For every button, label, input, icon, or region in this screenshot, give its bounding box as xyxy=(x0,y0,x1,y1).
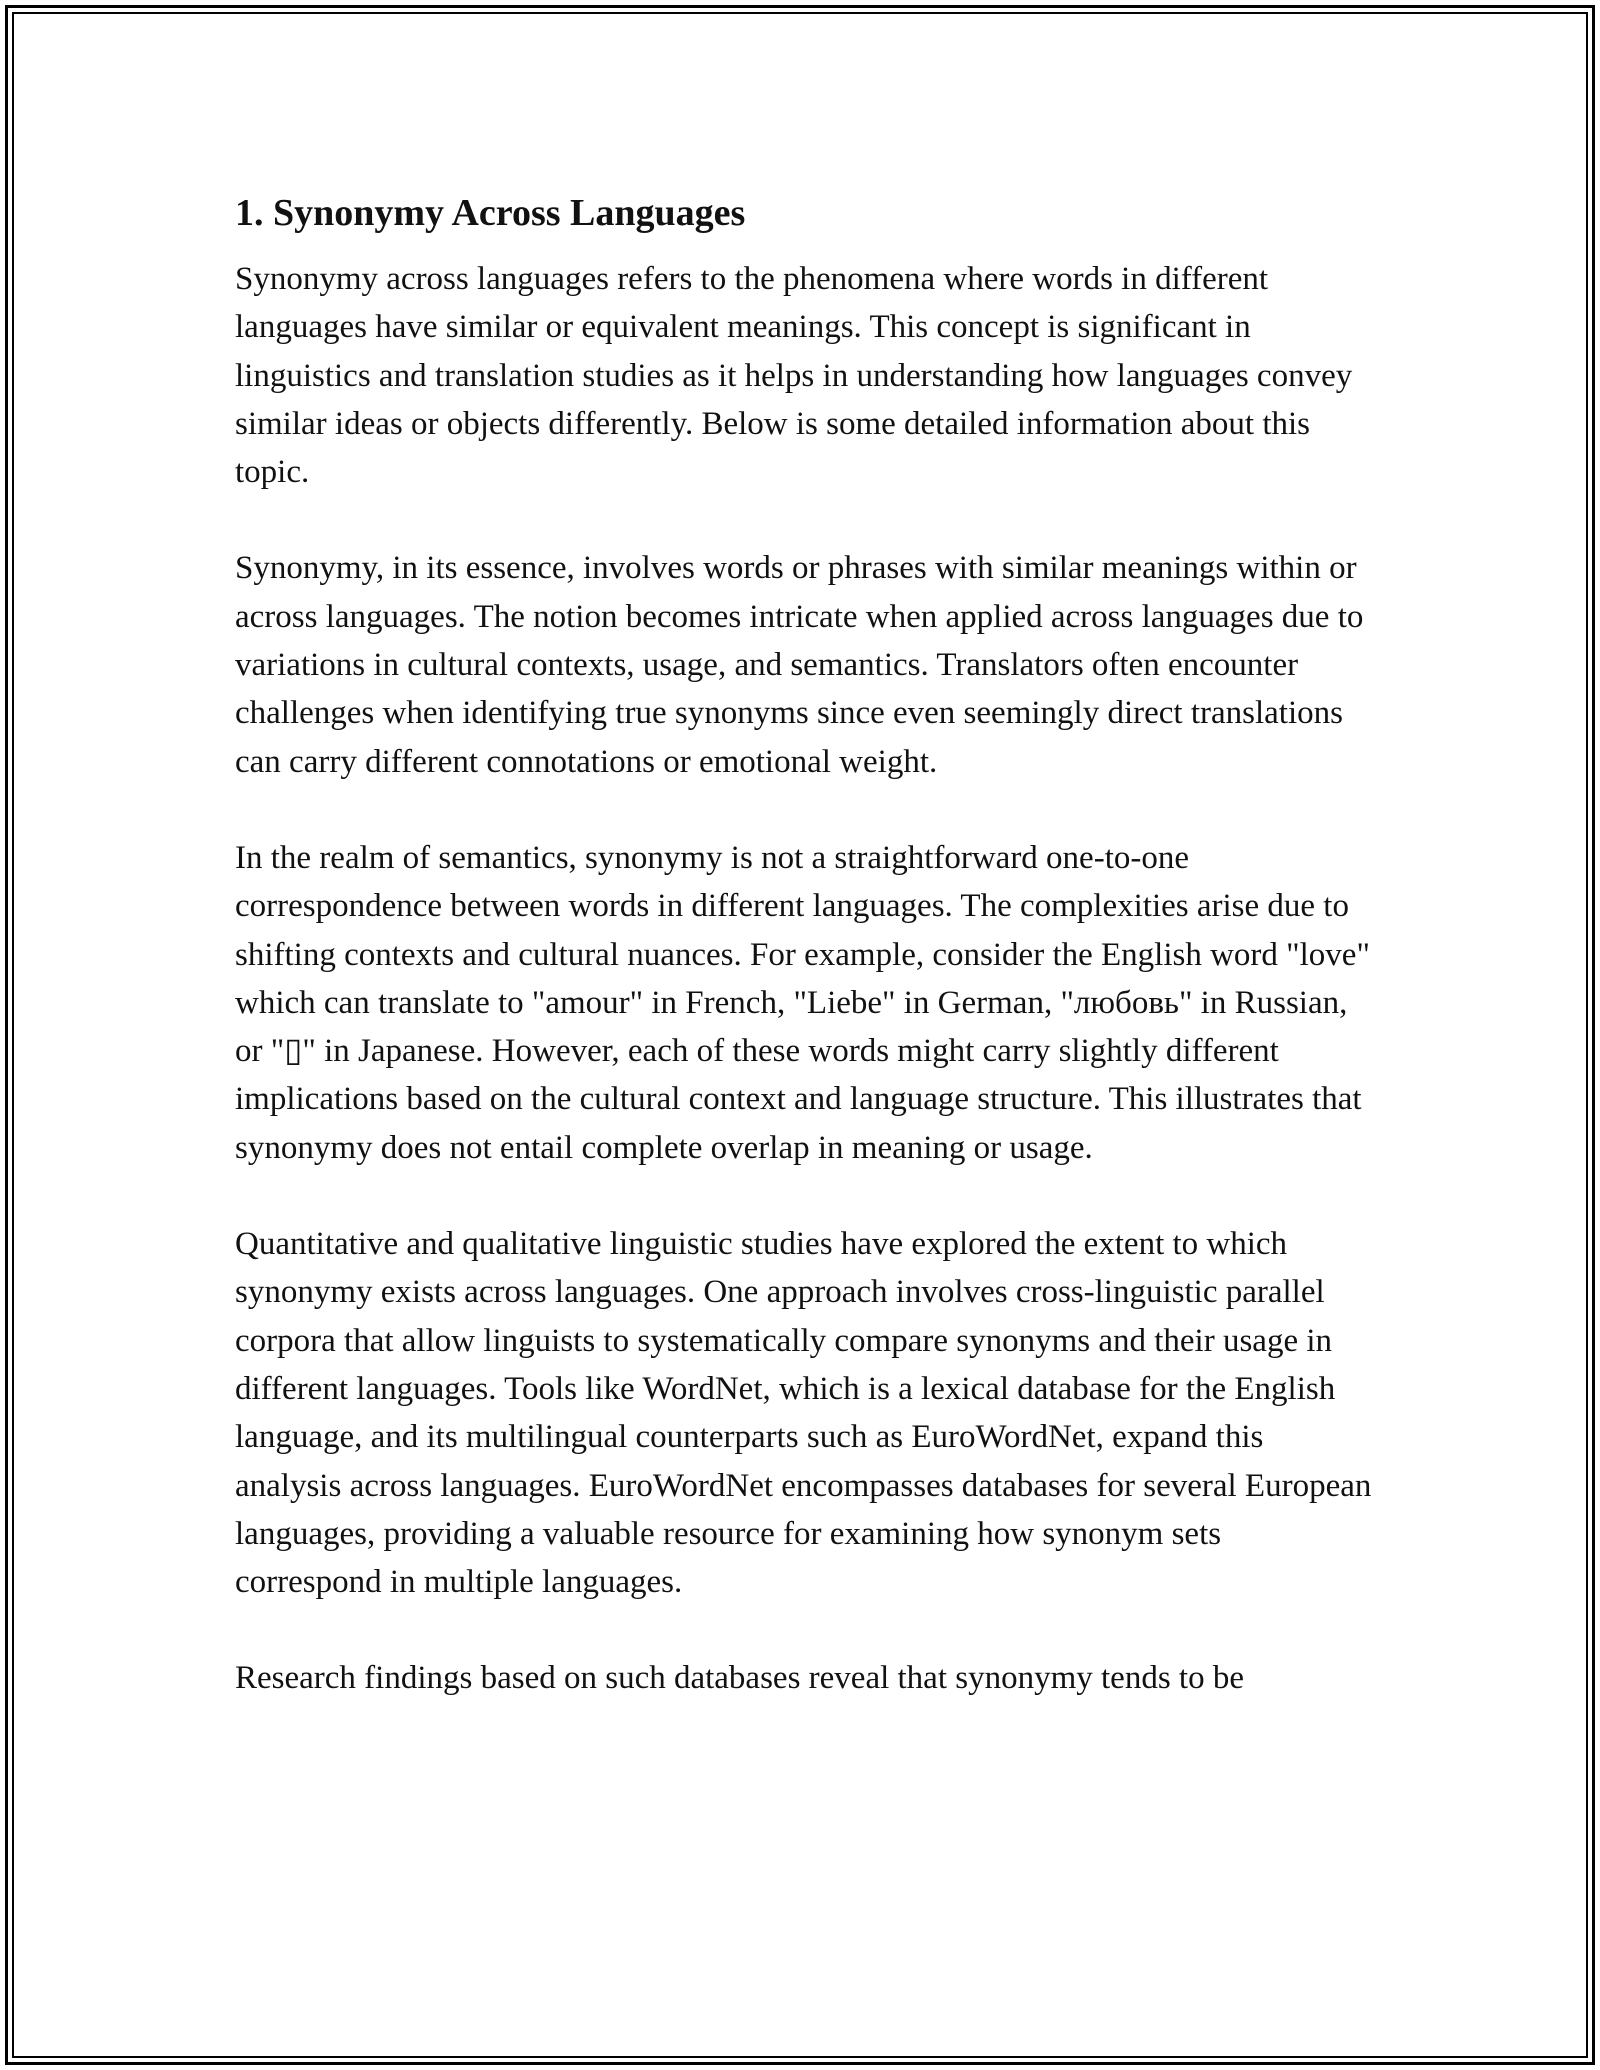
section-heading: 1. Synonymy Across Languages xyxy=(235,192,746,234)
paragraph-studies: Quantitative and qualitative linguistic studies have explored the extent to which synonymy exists across languages. One approach involves cross-linguistic parallel corpora that allow linguists to systematically compare synonyms and their usage in different languages. Tools like WordNet, which is a lexical database for the English language, and its multilingual counterparts such as EuroWordNet, expand this analysis across languages. EuroWordNet encompasses databases for several European languages, providing a valuable resource for examining how synonym sets correspond in multiple languages. xyxy=(235,1226,1372,1601)
paragraph-research-findings: Research findings based on such databases reveal that synonymy tends to be xyxy=(235,1660,1244,1697)
paragraph-semantics: In the realm of semantics, synonymy is not a straightforward one-to-one correspondence between words in different languages. The complexities arise due to shifting contexts and cultural nuances. For example, consider the English word "love" which can translate to "amour" in French, "Liebe" in German, "любовь" in Russian, or "▯" in Japanese. However, each of these words might carry slightly different implications based on the cultural context and language structure. This illustrates that synonymy does not entail complete overlap in meaning or usage. xyxy=(235,839,1370,1166)
paragraph-introduction: Synonymy across languages refers to the phenomena where words in different languages have similar or equivalent meanings. This concept is significant in linguistics and translation studies as it helps in understanding how languages convey similar ideas or objects differently. Below is some detailed information about this topic. xyxy=(235,261,1353,491)
document-body xyxy=(235,185,1375,1751)
paragraph-essence: Synonymy, in its essence, involves words or phrases with similar meanings within or across languages. The notion becomes intricate when applied across languages due to variations in cultural contexts, usage, and semantics. Translators often encounter challenges when identifying true synonyms since even seemingly direct translations can carry different connotations or emotional weight. xyxy=(235,550,1364,780)
